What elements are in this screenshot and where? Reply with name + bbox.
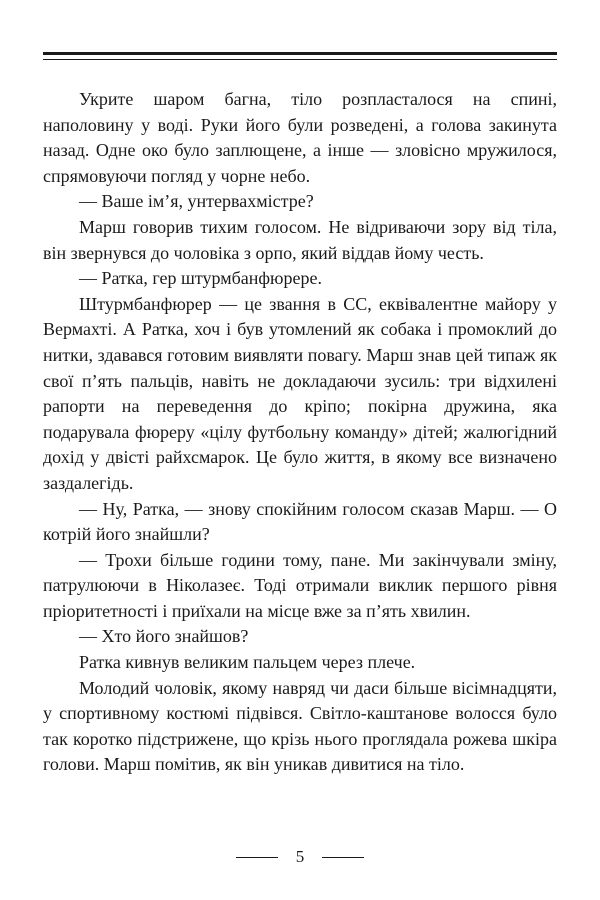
page-footer xyxy=(0,845,600,869)
paragraph: Марш говорив тихим голосом. Не відриваючи зору від тіла, він звернувся до чоловіка з орпо, який віддав йому честь. xyxy=(43,216,557,263)
paragraph: — Ратка, гер штурмбанфюрере. xyxy=(79,268,322,289)
paragraph: — Ну, Ратка, — знову спокійним голосом сказав Марш. — О котрій його знайшли? xyxy=(43,498,557,545)
header-rule-thin xyxy=(43,59,557,60)
paragraph: Укрите шаром багна, тіло розпласталося на спині, наполовину у воді. Руки його були розведені, а голова закинута назад. Одне око було заплющене, а інше — зловісно мружилося, спрямовуючи погляд у чорне небо. xyxy=(43,89,557,186)
page-number: 5 xyxy=(295,847,305,866)
header-rule-thick xyxy=(43,52,557,55)
footer-dash-right xyxy=(322,857,364,858)
body-text xyxy=(43,87,557,778)
paragraph: Штурмбанфюрер — це звання в СС, еквівалентне майору у Вермахті. А Ратка, хоч і був утомлений як собака і промоклий до нитки, здавався готовим виявляти повагу. Марш знав цей типаж як свої п’ять пальців, навіть не докладаючи зусиль: три відхилені рапорти на переведення до кріпо; покірна дружина, яка подарувала фюреру «цілу футбольну команду» дітей; жалюгідний дохід у двісті райхсмарок. Це було життя, в якому все визначено заздалегідь. xyxy=(43,293,557,493)
footer-dash-left xyxy=(236,857,278,858)
paragraph: — Хто його знайшов? xyxy=(79,626,249,647)
paragraph: — Ваше ім’я, унтервахмістре? xyxy=(79,191,314,212)
paragraph: Молодий чоловік, якому навряд чи даси більше вісімнадцяти, у спортивному костюмі підвівся. Світло-каштанове волосся було так коротко підстрижене, що крізь нього проглядала рожева шкіра голови. Марш помітив, як він уникав дивитися на тіло. xyxy=(43,677,557,775)
paragraph: — Трохи більше години тому, пане. Ми закінчували зміну, патрулюючи в Ніколазеє. Тоді отримали виклик першого рівня пріоритетності і приїхали на місце вже за п’ять хвилин. xyxy=(43,549,557,621)
paragraph: Ратка кивнув великим пальцем через плече. xyxy=(79,652,416,673)
